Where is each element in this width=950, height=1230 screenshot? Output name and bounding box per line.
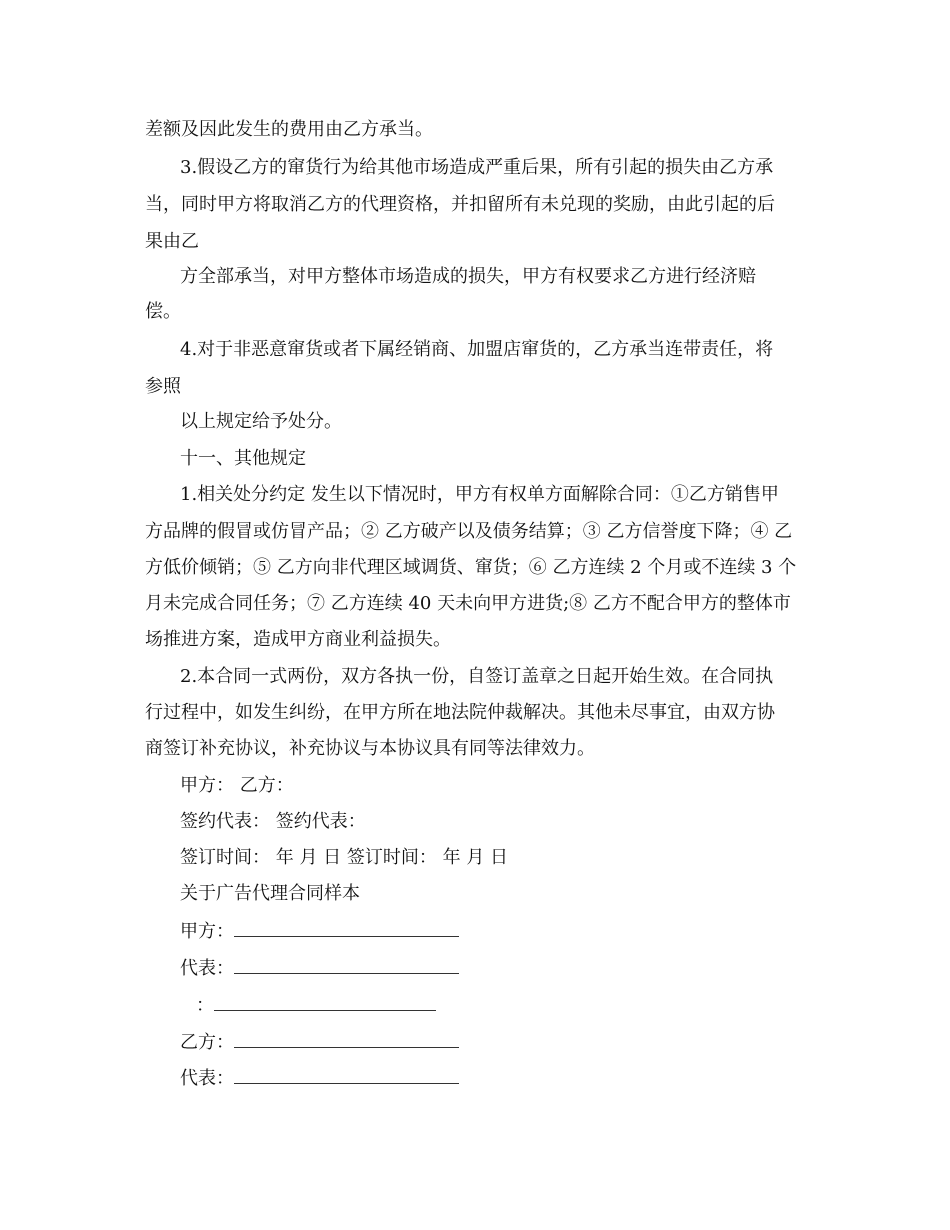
paragraph-line: 场推进方案，造成甲方商业利益损失。 <box>145 629 451 650</box>
form-label: 甲方： <box>180 921 234 942</box>
form-row-party-a <box>180 918 459 945</box>
blank-line <box>234 1065 459 1084</box>
paragraph-line: 4.对于非恶意窜货或者下属经销商、加盟店窜货的，乙方承当连带责任，将 <box>180 339 774 360</box>
paragraph-line: 以上规定给予处分。 <box>180 411 342 432</box>
paragraph-line: 果由乙 <box>145 231 199 252</box>
sample-title: 关于广告代理合同样本 <box>180 883 360 904</box>
section-heading: 十一、其他规定 <box>180 448 306 469</box>
paragraph-line: 月未完成合同任务；⑦ 乙方连续 40 天未向甲方进货;⑧ 乙方不配合甲方的整体市 <box>145 593 791 614</box>
paragraph-line: 方低价倾销；⑤ 乙方向非代理区域调货、窜货；⑥ 乙方连续 2 个月或不连续 3 个 <box>145 557 797 578</box>
form-row-party-b <box>180 1029 459 1056</box>
form-label: 乙方： <box>180 1032 234 1053</box>
paragraph-line: 方全部承当，对甲方整体市场造成的损失，甲方有权要求乙方进行经济赔 <box>180 266 756 287</box>
paragraph-line: 3.假设乙方的窜货行为给其他市场造成严重后果，所有引起的损失由乙方承 <box>180 157 774 178</box>
signature-parties: 甲方： 乙方： <box>180 775 294 796</box>
form-row-rep-b <box>180 1065 459 1092</box>
blank-line <box>234 1029 459 1048</box>
paragraph-line: 偿。 <box>145 301 181 322</box>
paragraph-line: 1.相关处分约定 发生以下情况时，甲方有权单方面解除合同：①乙方销售甲 <box>180 484 779 505</box>
form-label: 代表： <box>180 958 234 979</box>
paragraph-line: 差额及因此发生的费用由乙方承当。 <box>145 119 433 140</box>
form-label: 代表： <box>180 1068 234 1089</box>
paragraph-line: 行过程中，如发生纠纷，在甲方所在地法院仲裁解决。其他未尽事宜，由双方协 <box>145 702 775 723</box>
form-row-colon <box>196 992 436 1019</box>
form-label: ： <box>196 995 214 1016</box>
blank-line <box>234 955 459 974</box>
blank-line <box>214 992 436 1011</box>
signature-representatives: 签约代表： 签约代表： <box>180 811 366 832</box>
paragraph-line: 商签订补充协议，补充协议与本协议具有同等法律效力。 <box>145 738 595 759</box>
paragraph-line: 参照 <box>145 376 181 397</box>
paragraph-line: 方品牌的假冒或仿冒产品；② 乙方破产以及债务结算；③ 乙方信誉度下降；④ 乙 <box>145 521 793 542</box>
paragraph-line: 2.本合同一式两份，双方各执一份，自签订盖章之日起开始生效。在合同执 <box>180 666 774 687</box>
form-row-rep-a <box>180 955 459 982</box>
blank-line <box>234 918 459 937</box>
paragraph-line: 当，同时甲方将取消乙方的代理资格，并扣留所有未兑现的奖励，由此引起的后 <box>145 194 775 215</box>
signature-dates: 签订时间： 年 月 日 签订时间： 年 月 日 <box>180 847 509 868</box>
